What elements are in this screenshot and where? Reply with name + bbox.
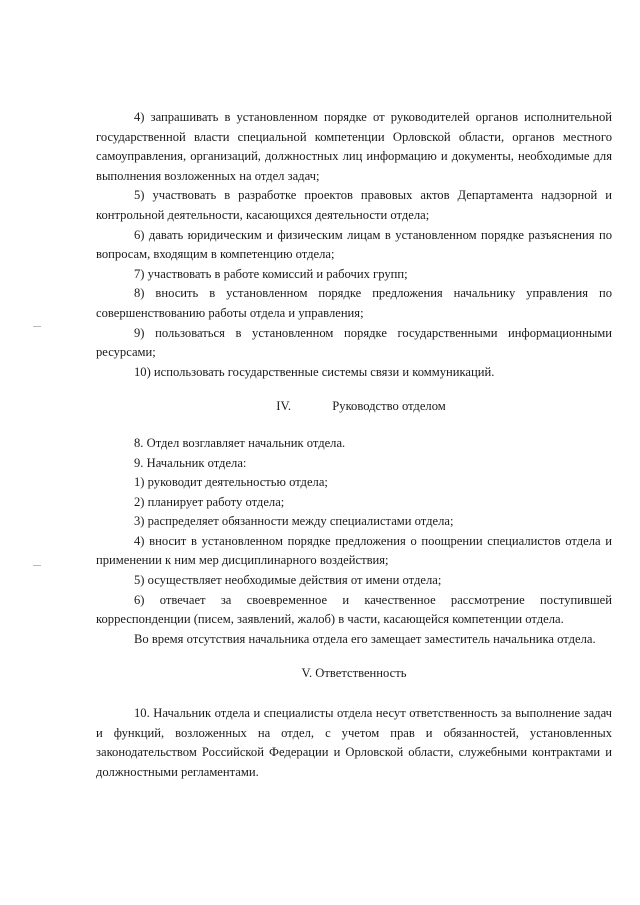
paragraph-rights-4: 4) запрашивать в установленном порядке от руководителей органов исполнительной государственной власти специальной компетенции Орловской области, органов местного самоуправления, организаций, должностных лиц информацию и документы, необходимые для выполнения возложенных на отдел задач; — [96, 110, 612, 183]
paragraph-rights-9: 9) пользоваться в установленном порядке государственными информационными ресурсами; — [96, 325, 612, 360]
paragraph-9-2: 2) планирует работу отдела; — [134, 494, 285, 509]
paragraph-rights-5: 5) участвовать в разработке проектов правовых актов Департамента надзорной и контрольной деятельности, касающихся деятельности отдела; — [96, 188, 612, 222]
section-4-heading — [96, 397, 612, 417]
margin-mark — [33, 565, 41, 566]
section-4-number: IV. — [276, 399, 292, 414]
paragraph-rights-7: 7) участвовать в работе комиссий и рабочих групп; — [134, 266, 408, 281]
section-4-title: Руководство отделом — [332, 399, 446, 414]
paragraph-9-5: 5) осуществляет необходимые действия от имени отдела; — [134, 573, 442, 588]
paragraph-9-3: 3) распределяет обязанности между специалистами отдела; — [134, 514, 454, 529]
paragraph-9-6: 6) отвечает за своевременное и качественное рассмотрение поступившей корреспонденции (писем, заявлений, жалоб) в части, касающейся компетенции отдела. — [96, 592, 612, 627]
document-page — [96, 108, 612, 782]
paragraph-rights-10: 10) использовать государственные системы связи и коммуникаций. — [134, 364, 495, 379]
paragraph-9-4: 4) вносит в установленном порядке предложения о поощрении специалистов отдела и применении к ним мер дисциплинарного воздействия; — [96, 533, 612, 568]
paragraph-rights-8: 8) вносить в установленном порядке предложения начальнику управления по совершенствованию работы отдела и управления; — [96, 286, 612, 320]
paragraph-deputy: Во время отсутствия начальника отдела его замещает заместитель начальника отдела. — [134, 631, 596, 646]
paragraph-9: 9. Начальник отдела: — [134, 455, 247, 470]
paragraph-rights-6: 6) давать юридическим и физическим лицам в установленном порядке разъяснения по вопросам, входящим в компетенцию отдела; — [96, 227, 612, 262]
section-5-heading: V. Ответственность — [301, 666, 407, 681]
paragraph-10: 10. Начальник отдела и специалисты отдела несут ответственность за выполнение задач и функций, возложенных на отдел, с учетом прав и обязанностей, установленных законодательством Российской Федерации и Орловской области, служебными контрактами и должностными регламентами. — [96, 706, 612, 779]
margin-mark — [33, 326, 41, 327]
paragraph-9-1: 1) руководит деятельностью отдела; — [134, 475, 328, 490]
paragraph-8: 8. Отдел возглавляет начальник отдела. — [134, 435, 346, 450]
